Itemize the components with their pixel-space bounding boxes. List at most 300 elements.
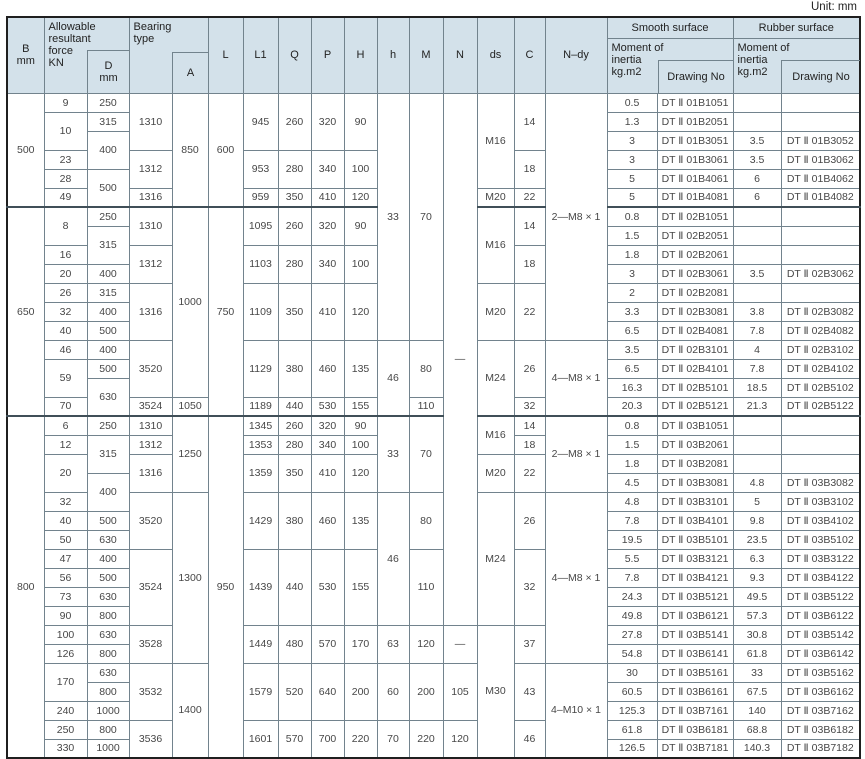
table-cell: 49 [44,188,87,207]
table-cell: 440 [278,549,311,625]
table-cell: 250 [87,416,129,435]
table-cell: 1129 [243,340,278,397]
table-cell [733,93,781,112]
table-cell: DT Ⅱ 03B3102 [781,492,860,511]
table-cell: DT Ⅱ 03B6142 [781,644,860,663]
table-cell: 7.8 [733,359,781,378]
table-cell: DT Ⅱ 03B6122 [781,606,860,625]
table-cell: 60 [377,663,409,720]
table-cell: 1250 [172,416,208,492]
table-cell: 120 [443,720,477,758]
table-cell: 400 [87,340,129,359]
table-cell: 12 [44,435,87,454]
table-cell: 440 [278,397,311,416]
table-cell: 30.8 [733,625,781,644]
table-cell: DT Ⅱ 03B7182 [781,739,860,758]
table-cell: 63 [377,625,409,663]
table-cell: 350 [278,283,311,340]
table-cell: 110 [409,549,443,625]
table-cell: DT Ⅱ 03B3082 [781,473,860,492]
table-cell: 950 [208,416,243,758]
col-header-p: P [311,17,344,93]
table-cell: DT Ⅱ 03B4122 [781,568,860,587]
table-cell: 9 [44,93,87,112]
table-cell: 61.8 [733,644,781,663]
table-cell: 340 [311,435,344,454]
table-cell: 43 [514,663,545,720]
table-cell: DT Ⅱ 02B3081 [657,302,733,321]
table-cell: DT Ⅱ 03B2061 [657,435,733,454]
table-cell: 0.5 [607,93,657,112]
table-cell [781,93,860,112]
table-cell: 3.5 [733,131,781,150]
table-cell: 100 [344,245,377,283]
table-cell: 4.5 [607,473,657,492]
table-cell: M16 [477,93,514,188]
table-cell: 410 [311,454,344,492]
table-cell [733,416,781,435]
table-cell: 2—M8 × 1 [545,416,607,492]
table-cell: 630 [87,625,129,644]
table-cell: DT Ⅱ 03B3081 [657,473,733,492]
table-cell: DT Ⅱ 02B5101 [657,378,733,397]
table-cell: 140 [733,701,781,720]
table-cell: 4.8 [607,492,657,511]
table-cell: 1109 [243,283,278,340]
table-cell: 4—M8 × 1 [545,492,607,663]
table-cell: DT Ⅱ 03B4121 [657,568,733,587]
table-cell: 0.8 [607,207,657,226]
table-cell: — [443,625,477,663]
table-cell: DT Ⅱ 03B6161 [657,682,733,701]
table-cell: DT Ⅱ 01B4062 [781,169,860,188]
table-cell: 850 [172,93,208,207]
table-cell: 4–M10 × 1 [545,663,607,758]
table-cell: 18 [514,435,545,454]
col-header-n: N [443,17,477,93]
table-cell: 350 [278,454,311,492]
table-cell: 6 [44,416,87,435]
table-cell: 56 [44,568,87,587]
table-cell: 200 [409,663,443,720]
table-cell: 20.3 [607,397,657,416]
table-cell: 1400 [172,663,208,758]
table-cell: DT Ⅱ 01B3062 [781,150,860,169]
table-cell: 1000 [87,739,129,758]
table-cell: 32 [44,492,87,511]
table-cell: 54.8 [607,644,657,663]
table-cell: DT Ⅱ 02B3062 [781,264,860,283]
table-cell: 100 [344,150,377,188]
table-cell: 260 [278,207,311,245]
table-cell: DT Ⅱ 02B5121 [657,397,733,416]
table-cell: 1000 [172,207,208,397]
table-cell: 135 [344,492,377,549]
table-cell [781,226,860,245]
table-cell: 32 [514,397,545,416]
table-cell: 400 [87,473,129,511]
table-cell: 68.8 [733,720,781,739]
table-cell: 3520 [129,492,172,549]
table-cell: 46 [377,340,409,416]
table-row [7,549,860,568]
table-cell: 1449 [243,625,278,663]
force-unit: KN [48,57,64,69]
table-cell [781,112,860,131]
table-cell: 1.5 [607,226,657,245]
table-cell: 49.8 [607,606,657,625]
table-cell: 800 [87,682,129,701]
table-cell: DT Ⅱ 03B5102 [781,530,860,549]
table-cell: 480 [278,625,311,663]
table-cell: 570 [278,720,311,758]
table-row [7,416,860,435]
unit-label: Unit: mm [811,1,857,13]
table-cell: 33 [377,416,409,492]
table-cell: 6.5 [607,359,657,378]
col-header-l: L [208,17,243,93]
table-cell [733,112,781,131]
table-cell: 70 [409,416,443,492]
table-cell: 9.3 [733,568,781,587]
table-cell: 250 [87,207,129,226]
table-cell: 800 [87,606,129,625]
table-cell: DT Ⅱ 03B5122 [781,587,860,606]
table-cell: 460 [311,340,344,397]
table-cell [733,245,781,264]
table-cell: 26 [44,283,87,302]
table-cell: 945 [243,93,278,150]
d-label: D [104,59,113,72]
table-cell: — [443,93,477,625]
table-cell: 3520 [129,340,172,397]
table-cell: DT Ⅱ 03B5161 [657,663,733,682]
table-cell: DT Ⅱ 03B7161 [657,701,733,720]
table-cell: 400 [87,302,129,321]
table-cell: 3.3 [607,302,657,321]
table-cell: 47 [44,549,87,568]
table-cell [781,454,860,473]
table-cell: 23.5 [733,530,781,549]
table-cell: 650 [7,207,44,416]
table-cell: 500 [87,169,129,207]
col-header-m: M [409,17,443,93]
table-cell: 80 [409,492,443,549]
table-cell: DT Ⅱ 02B2061 [657,245,733,264]
table-cell: 315 [87,226,129,264]
table-cell: DT Ⅱ 02B5102 [781,378,860,397]
table-cell: 23 [44,150,87,169]
table-row [7,492,860,511]
table-cell: 1601 [243,720,278,758]
table-cell: 3524 [129,397,172,416]
col-header-force-d [44,17,129,93]
table-cell: DT Ⅱ 03B7181 [657,739,733,758]
table-cell: 80 [409,340,443,397]
force-label: Allowable resultant force [48,21,96,57]
table-cell: 61.8 [607,720,657,739]
table-body [7,93,860,758]
col-header-b [7,17,44,93]
smooth-surface-label: Smooth surface [608,18,733,39]
table-cell: 3.8 [733,302,781,321]
table-cell: DT Ⅱ 02B3101 [657,340,733,359]
table-cell: 22 [514,283,545,340]
col-header-bearing-a [129,17,208,93]
table-cell: 200 [344,663,377,720]
table-cell: DT Ⅱ 02B4102 [781,359,860,378]
table-cell: DT Ⅱ 01B3052 [781,131,860,150]
table-cell: DT Ⅱ 01B2051 [657,112,733,131]
table-cell: 22 [514,454,545,492]
table-cell: 16 [44,245,87,264]
table-cell: 3536 [129,720,172,758]
table-cell: DT Ⅱ 03B3121 [657,549,733,568]
table-cell: 1103 [243,245,278,283]
table-cell: 7.8 [733,321,781,340]
table-cell: 1095 [243,207,278,245]
table-cell: 1353 [243,435,278,454]
table-cell: 340 [311,150,344,188]
col-header-c: C [514,17,545,93]
table-cell: 1429 [243,492,278,549]
table-cell: 4 [733,340,781,359]
table-cell: 7.8 [607,511,657,530]
table-cell: DT Ⅱ 03B5141 [657,625,733,644]
table-cell: 90 [344,207,377,245]
table-cell: DT Ⅱ 03B7162 [781,701,860,720]
table-cell: 100 [44,625,87,644]
table-cell: 90 [344,416,377,435]
col-header-a [172,52,209,93]
table-cell: 14 [514,416,545,435]
table-cell: 90 [44,606,87,625]
table-cell: 40 [44,321,87,340]
table-row [7,397,860,416]
table-cell: 640 [311,663,344,720]
table-cell: 630 [87,530,129,549]
table-cell: DT Ⅱ 03B6162 [781,682,860,701]
table-cell: 70 [409,93,443,340]
table-cell: 40 [44,511,87,530]
table-cell: 280 [278,245,311,283]
table-cell: 57.3 [733,606,781,625]
table-cell: 5 [607,169,657,188]
table-cell: 750 [208,207,243,416]
table-cell: M24 [477,340,514,416]
table-cell: 1312 [129,150,172,188]
table-cell: 1.8 [607,454,657,473]
col-header-d [87,50,130,93]
table-row [7,720,860,739]
table-cell: DT Ⅱ 03B3122 [781,549,860,568]
table-cell: 22 [514,188,545,207]
table-cell: DT Ⅱ 02B2051 [657,226,733,245]
table-cell: 3524 [129,549,172,625]
table-cell: DT Ⅱ 03B5101 [657,530,733,549]
table-cell: 400 [87,131,129,169]
bearing-label: Bearing type [133,21,172,45]
table-cell: 27.8 [607,625,657,644]
table-cell: 6 [733,169,781,188]
table-cell: M24 [477,492,514,625]
table-cell: 530 [311,549,344,625]
table-cell: DT Ⅱ 01B1051 [657,93,733,112]
table-cell: 9.8 [733,511,781,530]
table-cell: 1000 [87,701,129,720]
col-header-smooth-surface [607,17,733,93]
table-cell: 14 [514,93,545,150]
table-cell: 21.3 [733,397,781,416]
table-cell: 16.3 [607,378,657,397]
table-cell: 8 [44,207,87,245]
a-label: A [186,66,195,79]
table-cell: 315 [87,112,129,131]
table-cell: 1.8 [607,245,657,264]
table-cell: 1345 [243,416,278,435]
table-cell: 3 [607,150,657,169]
table-cell: 320 [311,207,344,245]
table-cell: 1312 [129,435,172,454]
rubber-moment-label: Moment of inertia kg.m2 [737,42,790,78]
table-cell: DT Ⅱ 03B2081 [657,454,733,473]
table-cell: DT Ⅱ 02B3102 [781,340,860,359]
table-cell: 1.3 [607,112,657,131]
table-cell: 4.8 [733,473,781,492]
rubber-drawing-no-header: Drawing No [781,60,860,93]
table-cell [781,435,860,454]
table-cell: DT Ⅱ 03B4102 [781,511,860,530]
table-cell: DT Ⅱ 02B4101 [657,359,733,378]
table-cell: DT Ⅱ 02B2081 [657,283,733,302]
table-cell: 126 [44,644,87,663]
table-cell: DT Ⅱ 01B4081 [657,188,733,207]
col-header-ndy: N–dy [545,17,607,93]
table-cell: 67.5 [733,682,781,701]
table-cell: 3 [607,131,657,150]
table-cell: DT Ⅱ 01B4061 [657,169,733,188]
table-cell: 3.5 [607,340,657,359]
table-cell [733,435,781,454]
smooth-moment-label: Moment of inertia kg.m2 [611,42,664,78]
table-cell: 250 [87,93,129,112]
d-unit: mm [99,71,118,84]
table-cell: 460 [311,492,344,549]
table-cell: 330 [44,739,87,758]
table-cell: 500 [87,568,129,587]
col-header-h-small: h [377,17,409,93]
table-cell: 500 [7,93,44,207]
table-cell: DT Ⅱ 03B4101 [657,511,733,530]
table-cell: 33 [733,663,781,682]
table-cell: 500 [87,321,129,340]
table-cell: 570 [311,625,344,663]
table-cell [781,283,860,302]
table-cell: 6 [733,188,781,207]
table-cell: 28 [44,169,87,188]
table-cell: 110 [409,397,443,416]
table-cell: DT Ⅱ 03B6182 [781,720,860,739]
table-cell: 250 [44,720,87,739]
table-cell: DT Ⅱ 03B3101 [657,492,733,511]
b-unit: mm [16,55,35,68]
table-cell: 380 [278,340,311,397]
table-cell [781,207,860,226]
table-cell: 315 [87,283,129,302]
table-cell: 5 [733,492,781,511]
table-cell: 32 [514,549,545,625]
table-row [7,625,860,644]
table-cell: 220 [344,720,377,758]
table-cell: 100 [344,435,377,454]
table-cell: 500 [87,511,129,530]
table-cell: DT Ⅱ 02B1051 [657,207,733,226]
table-cell: 1310 [129,416,172,435]
table-cell: 120 [344,188,377,207]
table-cell: 0.8 [607,416,657,435]
table-cell [733,207,781,226]
col-header-ds: ds [477,17,514,93]
table-cell: DT Ⅱ 02B5122 [781,397,860,416]
table-cell: 959 [243,188,278,207]
table-cell: DT Ⅱ 03B6141 [657,644,733,663]
table-cell: 60.5 [607,682,657,701]
table-cell: 14 [514,207,545,245]
table-cell: 3532 [129,663,172,720]
table-cell: 155 [344,549,377,625]
table-cell: 1312 [129,245,172,283]
table-cell: 410 [311,188,344,207]
table-cell: M16 [477,207,514,283]
table-row [7,340,860,359]
col-header-rubber-surface [733,17,860,93]
table-cell: 1189 [243,397,278,416]
table-cell: 410 [311,283,344,340]
table-cell: M20 [477,283,514,340]
table-cell: 46 [514,720,545,758]
table-cell: 520 [278,663,311,720]
table-cell: 320 [311,416,344,435]
table-cell: 125.3 [607,701,657,720]
table-cell: DT Ⅱ 03B5162 [781,663,860,682]
table-cell: 400 [87,264,129,283]
table-header [7,17,860,93]
table-row [7,93,860,112]
table-cell: DT Ⅱ 03B6181 [657,720,733,739]
table-cell: 1310 [129,207,172,245]
table-cell: DT Ⅱ 03B5121 [657,587,733,606]
table-cell [733,454,781,473]
table-cell: 37 [514,625,545,663]
table-cell: 19.5 [607,530,657,549]
table-cell: 18 [514,245,545,283]
table-cell: 6.3 [733,549,781,568]
table-cell: 1316 [129,188,172,207]
table-cell: 26 [514,492,545,549]
table-cell: 140.3 [733,739,781,758]
table-cell: 1359 [243,454,278,492]
table-cell: 50 [44,530,87,549]
table-cell: 170 [344,625,377,663]
table-cell: 46 [377,492,409,625]
table-cell: 90 [344,93,377,150]
table-cell: DT Ⅱ 03B5142 [781,625,860,644]
table-cell: 3.5 [733,150,781,169]
table-cell: 49.5 [733,587,781,606]
table-cell: DT Ⅱ 02B4082 [781,321,860,340]
table-cell: 3.5 [733,264,781,283]
table-cell: 105 [443,663,477,720]
